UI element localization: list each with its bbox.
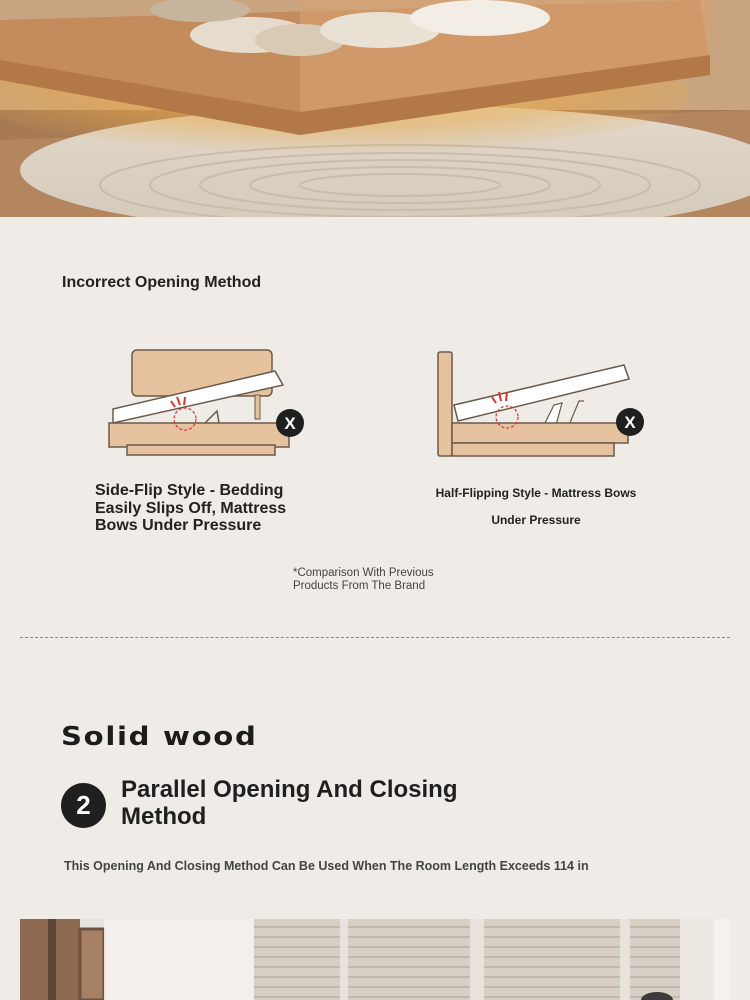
side-flip-caption: Side-Flip Style - Bedding Easily Slips Off, Mattress Bows Under Pressure [95, 482, 287, 534]
half-flip-diagram [434, 345, 649, 465]
half-flip-x-icon: X [624, 413, 636, 432]
side-flip-support [255, 395, 260, 419]
parallel-method-description: This Opening And Closing Method Can Be Used When The Room Length Exceeds 114 in [64, 859, 589, 873]
side-flip-bed-base [109, 423, 289, 447]
half-flip-mattress [454, 365, 629, 421]
incorrect-method-title: Incorrect Opening Method [62, 274, 262, 291]
half-flip-caption-line2: Under Pressure [491, 513, 581, 527]
half-flip-bed-foot [452, 443, 614, 456]
parallel-method-title: Parallel Opening And Closing Method [121, 776, 458, 830]
hero-photo [0, 0, 750, 217]
half-flip-bed-base [452, 423, 628, 443]
side-flip-x-icon: X [284, 414, 296, 433]
half-flip-headboard [438, 352, 452, 456]
side-flip-bed-foot [127, 445, 275, 455]
step-number-badge: 2 [61, 783, 106, 828]
comparison-note: *Comparison With Previous Products From The Brand [293, 567, 434, 592]
room-illustration [20, 919, 730, 1000]
solid-wood-title: Solid wood [61, 722, 258, 752]
side-flip-diagram [105, 345, 310, 465]
hero-bed-illustration [0, 0, 750, 217]
half-flip-caption-line1: Half-Flipping Style - Mattress Bows [435, 486, 637, 500]
room-photo [20, 919, 730, 1000]
dashed-divider [20, 637, 730, 638]
